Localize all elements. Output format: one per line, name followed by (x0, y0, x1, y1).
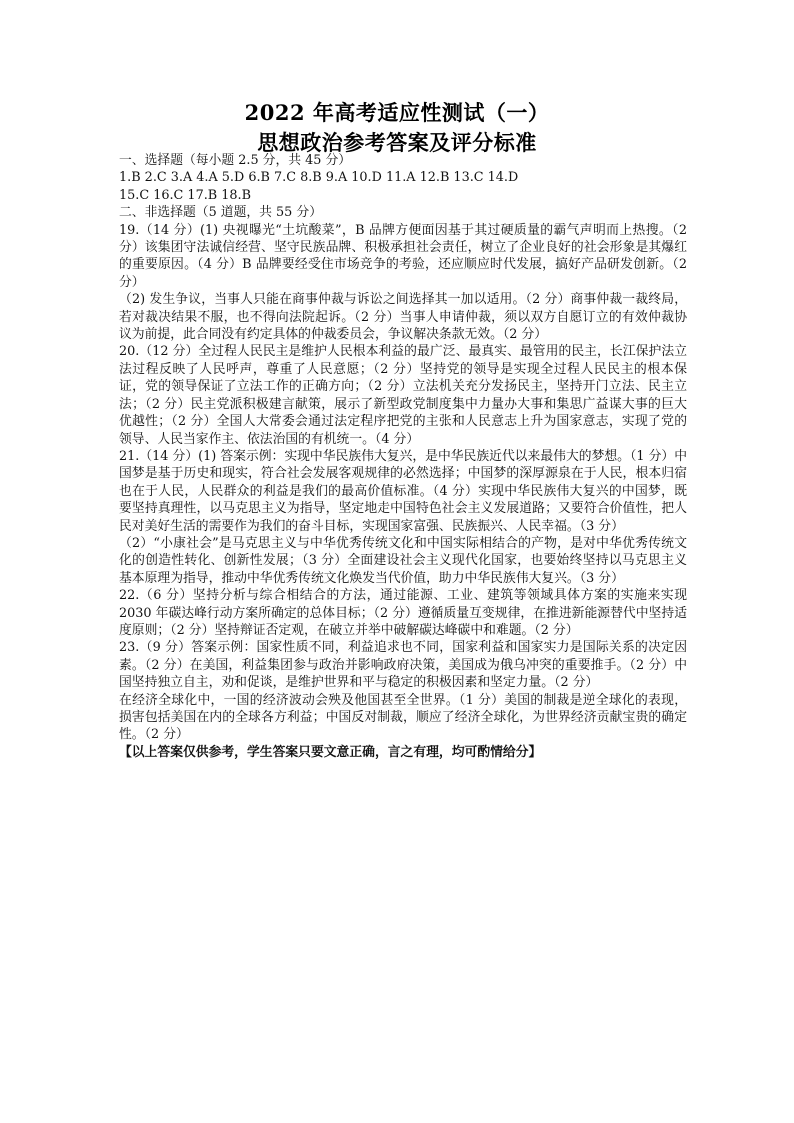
question-23-part-2: 在经济全球化中，一国的经济波动会殃及他国甚至全世界。（1 分）美国的制裁是逆全球化的表现，损害包括美国在内的全球各方利益；中国反对制裁，顺应了经济全球化，为世界经济贡献宝贵的确定性。（2 分） (119, 692, 687, 743)
question-21-part-1: 21.（14 分）(1) 答案示例：实现中华民族伟大复兴，是中华民族近代以来最伟大的梦想。（1 分）中国梦是基于历史和现实，符合社会发展客观规律的必然选择；中国梦的深厚源泉在于人民，根本归宿也在于人民，人民群众的利益是我们的最高价值标准。（4 分）实现中华民族伟大复兴的中国梦，既要坚持真理性，以马克思主义为指导，坚定地走中国特色社会主义发展道路；又要符合价值性，把人民对美好生活的需要作为我们的奋斗目标，实现国家富强、民族振兴、人民幸福。（3 分） (119, 448, 687, 534)
grading-note: 【以上答案仅供参考，学生答案只要文意正确，言之有理，均可酌情给分】 (119, 744, 542, 760)
question-19-part-2: （2) 发生争议，当事人只能在商事仲裁与诉讼之间选择其一加以适用。（2 分）商事仲裁一裁终局，若对裁决结果不服，也不得向法院起诉。（2 分）当事人申请仲裁，须以双方自愿订立的有效仲裁协议为前提，此合同没有约定具体的仲裁委员会，争议解决条款无效。（2 分） (119, 292, 687, 343)
multiple-choice-answers-line-1: 1.B 2.C 3.A 4.A 5.D 6.B 7.C 8.B 9.A 10.D 11.A 12.B 13.C 14.D (119, 170, 519, 186)
answer-content (119, 152, 687, 761)
question-20: 20.（12 分）全过程人民民主是维护人民根本利益的最广泛、最真实、最管用的民主，长江保护法立法过程反映了人民呼声，尊重了人民意愿；（2 分）坚持党的领导是实现全过程人民民主的根本保证，党的领导保证了立法工作的正确方向；（2 分）立法机关充分发扬民主，坚持开门立法、民主立法；（2 分）民主党派积极建言献策，展示了新型政党制度集中力量办大事和集思广益谋大事的巨大优越性；（2 分）全国人大常委会通过法定程序把党的主张和人民意志上升为国家意志，实现了党的领导、人民当家作主、依法治国的有机统一。（4 分） (119, 344, 687, 447)
question-21-part-2: （2）“小康社会”是马克思主义与中华优秀传统文化和中国实际相结合的产物，是对中华优秀传统文化的创造性转化、创新性发展；（3 分）全面建设社会主义现代化国家，也要始终坚持以马克思主义基本原理为指导，推动中华优秀传统文化焕发当代价值，助力中华民族伟大复兴。（3 分） (119, 535, 687, 586)
question-23-part-1: 23.（9 分）答案示例：国家性质不同，利益追求也不同，国家利益和国家实力是国际关系的决定因素。（2 分）在美国，利益集团参与政治并影响政府决策，美国成为俄乌冲突的重要推手。（2 分）中国坚持独立自主，劝和促谈，是维护世界和平与稳定的积极因素和坚定力量。（2 分） (119, 640, 687, 691)
section-heading-multiple-choice: 一、选择题（每小题 2.5 分，共 45 分） (119, 153, 352, 168)
document-title: 2022 年高考适应性测试（一） (244, 100, 550, 125)
question-19-part-1: 19.（14 分）(1) 央视曝光“土坑酸菜”，B 品牌方便面因基于其过硬质量的霸气声明而上热搜。（2 分）该集团守法诚信经营、坚守民族品牌、积极承担社会责任，树立了企业良好的社会形象是其爆红的重要原因。（4 分）B 品牌要经受住市场竞争的考验，还应顺应时代发展，搞好产品研发创新。（2 分） (119, 222, 687, 290)
document-subtitle: 思想政治参考答案及评分标准 (257, 130, 537, 155)
section-heading-non-choice: 二、非选择题（5 道题，共 55 分） (119, 205, 322, 221)
question-22: 22.（6 分）坚持分析与综合相结合的方法，通过能源、工业、建筑等领域具体方案的实施来实现 2030 年碳达峰行动方案所确定的总体目标；（2 分）遵循质量互变规律，在推进新能源替代中坚持适度原则；（2 分）坚持辩证否定观，在破立并举中破解碳达峰碳中和难题。（2 分） (119, 588, 687, 638)
multiple-choice-answers-line-2: 15.C 16.C 17.B 18.B (119, 187, 251, 203)
